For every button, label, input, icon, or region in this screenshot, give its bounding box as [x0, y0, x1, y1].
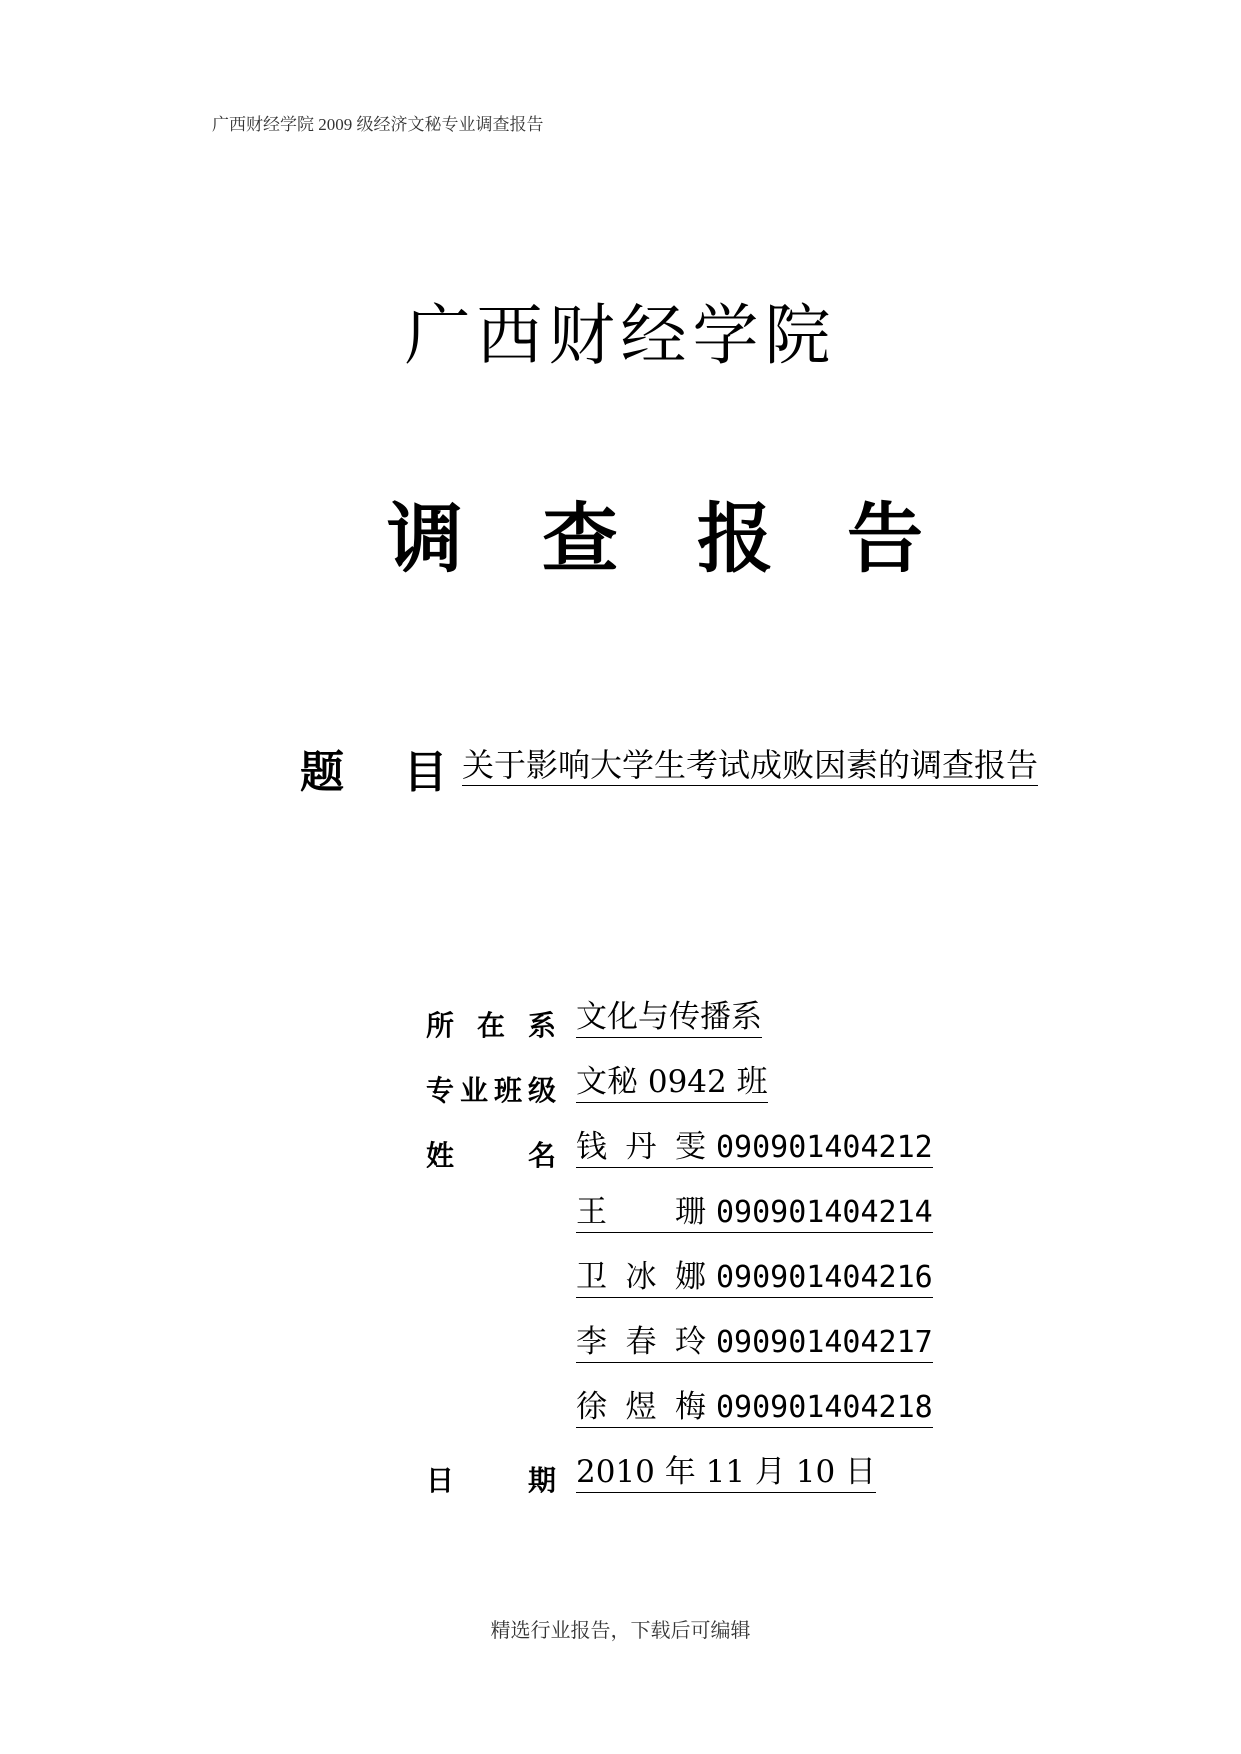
class-value: 文秘 0942 班	[576, 1065, 768, 1103]
member-entry	[576, 1195, 933, 1233]
report-title-char-1: 调	[387, 494, 463, 583]
member-entry	[576, 1390, 933, 1428]
member-id: 090901404214	[716, 1195, 933, 1230]
member-name: 徐煜梅	[576, 1389, 706, 1425]
report-title	[375, 478, 935, 583]
department-label: 所 在 系	[426, 1009, 556, 1042]
class-label: 专 业 班 级	[426, 1074, 556, 1107]
member-entry	[576, 1325, 933, 1363]
member-name: 钱丹雯	[576, 1129, 706, 1165]
member-id: 090901404218	[716, 1390, 933, 1425]
department-value: 文化与传播系	[576, 1000, 762, 1038]
date-value: 2010 年 11 月 10 日	[576, 1455, 876, 1493]
member-id: 090901404217	[716, 1325, 933, 1360]
member-id: 090901404212	[716, 1130, 933, 1165]
member-name: 李春玲	[576, 1324, 706, 1360]
page-header: 广西财经学院 2009 级经济文秘专业调查报告	[212, 115, 544, 134]
report-title-char-4: 告	[847, 494, 923, 583]
topic-label: 题 目	[300, 747, 470, 798]
member-entry	[576, 1130, 933, 1168]
name-label: 姓 名	[426, 1139, 556, 1172]
school-name: 广西财经学院	[404, 297, 837, 374]
member-name: 卫冰娜	[576, 1259, 706, 1295]
topic-value: 关于影响大学生考试成败因素的调查报告	[462, 748, 1038, 786]
report-title-char-3: 报	[697, 494, 773, 583]
page-footer: 精选行业报告，下载后可编辑	[490, 1618, 751, 1642]
member-id: 090901404216	[716, 1260, 933, 1295]
report-title-char-2: 查	[542, 494, 618, 583]
date-label: 日 期	[426, 1464, 556, 1497]
member-entry	[576, 1260, 933, 1298]
member-name: 王 珊	[576, 1194, 706, 1230]
